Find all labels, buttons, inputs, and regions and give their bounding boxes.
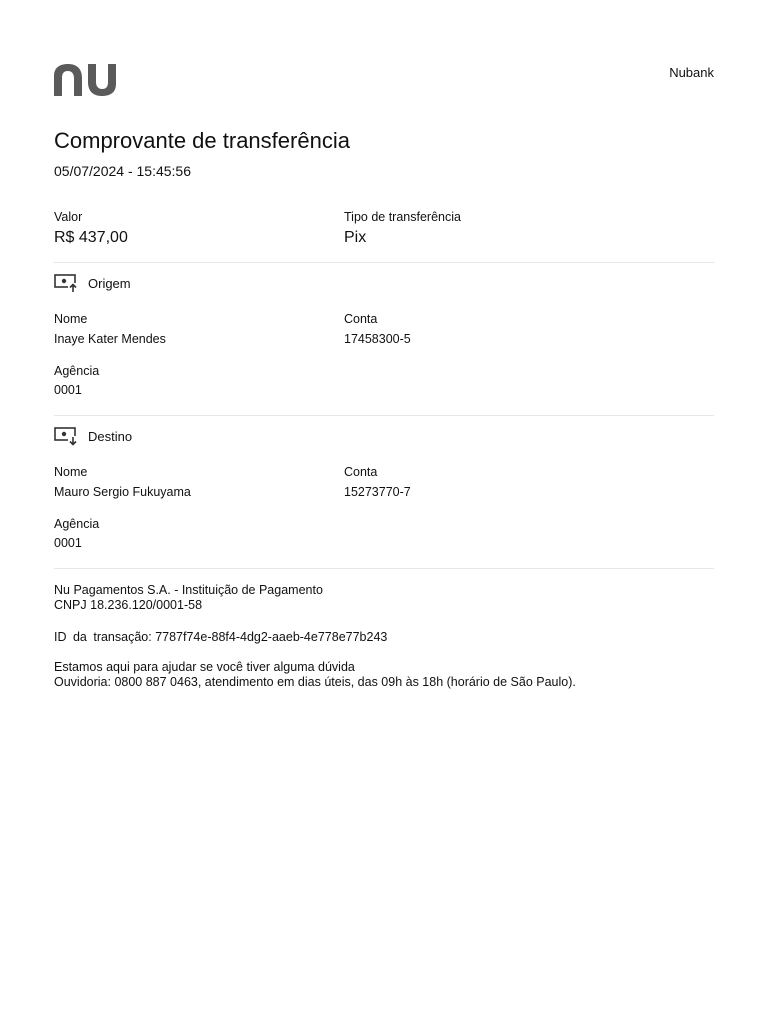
transfer-datetime: 05/07/2024 - 15:45:56	[54, 163, 192, 179]
amount-label: Valor	[54, 210, 83, 224]
origin-account-label: Conta	[344, 312, 378, 326]
origin-agency-label: Agência	[54, 364, 100, 378]
divider	[54, 568, 714, 569]
destination-agency-label: Agência	[54, 517, 100, 531]
origin-name-label: Nome	[54, 312, 88, 326]
transaction-id-value: 7787f74e-88f4-4dg2-aaeb-4e778e77b243	[155, 630, 388, 644]
destination-name-label: Nome	[54, 465, 88, 479]
nu-logo-icon	[54, 62, 118, 98]
amount-value: R$ 437,00	[54, 229, 128, 246]
divider	[54, 415, 714, 416]
destination-agency-value: 0001	[54, 536, 82, 550]
transfer-type-label: Tipo de transferência	[344, 210, 461, 224]
ombudsman-text: Ouvidoria: 0800 887 0463, atendimento em dias úteis, das 09h às 18h (horário de São Paulo).	[54, 675, 576, 689]
origin-section-label: Origem	[88, 275, 131, 291]
transaction-id-label: ID da transação:	[54, 630, 152, 644]
origin-agency-value: 0001	[54, 383, 82, 397]
origin-section-header	[54, 273, 131, 293]
help-text: Estamos aqui para ajudar se você tiver alguma dúvida	[54, 660, 355, 674]
company-name: Nu Pagamentos S.A. - Instituição de Pagamento	[54, 583, 323, 597]
company-info	[54, 583, 323, 613]
origin-account-value: 17458300-5	[344, 332, 411, 346]
brand-name: Nubank	[669, 65, 714, 80]
destination-account-label: Conta	[344, 465, 378, 479]
transfer-type-value: Pix	[344, 229, 367, 246]
origin-name-value: Inaye Kater Mendes	[54, 332, 166, 346]
receive-money-icon	[54, 426, 78, 446]
destination-account-value: 15273770-7	[344, 485, 411, 499]
company-cnpj: CNPJ 18.236.120/0001-58	[54, 598, 203, 612]
help-info	[54, 660, 576, 690]
destination-name-value: Mauro Sergio Fukuyama	[54, 485, 191, 499]
destination-section-header	[54, 426, 132, 446]
transaction-id-row	[54, 630, 387, 645]
send-money-icon	[54, 273, 78, 293]
page-title: Comprovante de transferência	[54, 128, 350, 153]
divider	[54, 262, 714, 263]
destination-section-label: Destino	[88, 428, 133, 444]
